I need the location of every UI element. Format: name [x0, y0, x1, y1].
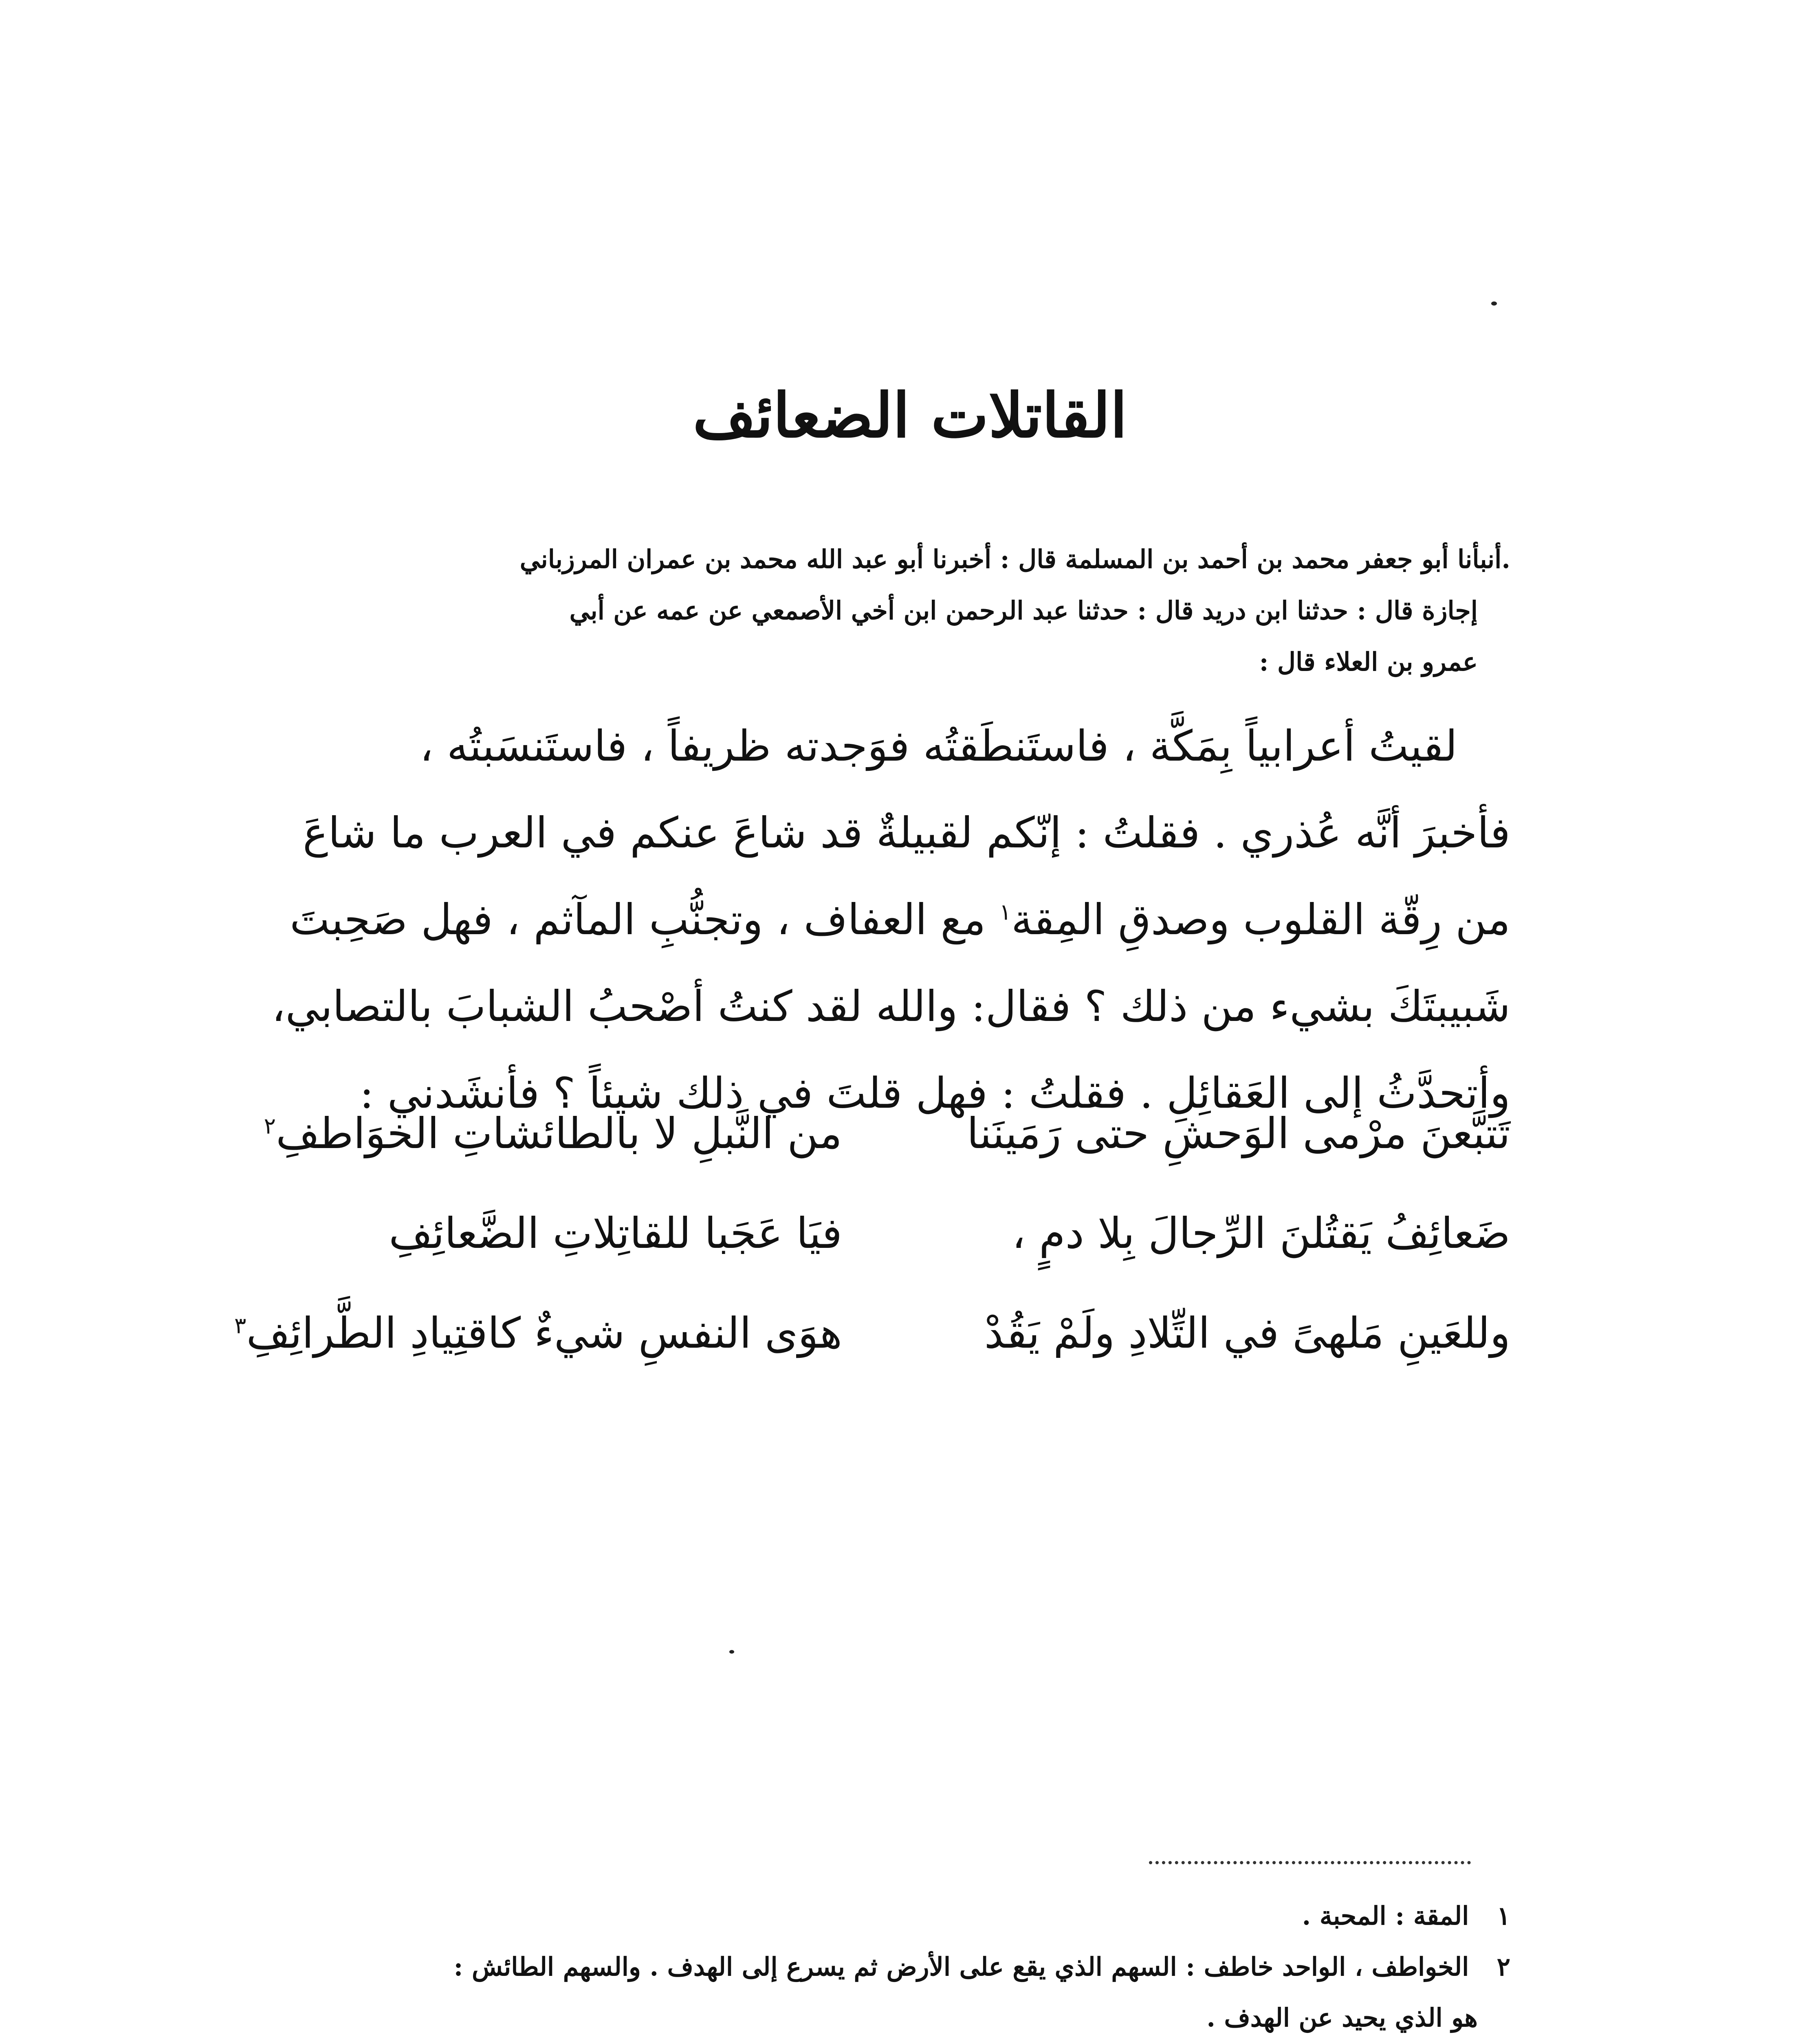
poem-verse	[264, 1084, 1510, 1183]
isnad-chain	[313, 534, 1510, 688]
prose-segment: مع العفاف ، وتجنُّبِ المآثم ، فهل صَحِبتَ	[290, 895, 986, 944]
footnote-text: المقة : المحبة .	[1302, 1901, 1469, 1931]
footnote-item	[313, 1941, 1510, 2037]
footnote-marker: ٣	[234, 1312, 246, 1339]
footnote-marker: ٢	[264, 1113, 276, 1139]
prose-line	[290, 876, 1510, 963]
footnotes	[313, 1890, 1510, 2037]
footnote-item	[313, 1890, 1510, 1941]
isnad-line: .أنبأنا أبو جعفر محمد بن أحمد بن المسلمة قال : أخبرنا أبو عبد الله محمد بن عمران المرزباني	[519, 544, 1510, 574]
prose-segment: من رِقّة القلوب وصدقِ المِقة	[1011, 895, 1510, 944]
narrative-prose	[271, 703, 1510, 1137]
verse-first-hemistich: وللعَينِ مَلهىً في التِّلادِ ولَمْ يَقُدْ	[984, 1308, 1510, 1358]
hemistich-text: من النَّبلِ لا بالطائشاتِ الخوَاطفِ	[276, 1109, 842, 1158]
verse-first-hemistich: ضَعائِفُ يَقتُلنَ الرِّجالَ بِلا دمٍ ،	[1012, 1208, 1510, 1258]
stray-dot-middle	[729, 1650, 734, 1654]
prose-line: لقيتُ أعرابياً بِمَكَّة ، فاستَنطَقتُه فوَجدته ظريفاً ، فاستَنسَبتُه ،	[420, 721, 1457, 771]
footnote-number: ٢	[1496, 1952, 1510, 1982]
footnote-continuation: هو الذي يحيد عن الهدف .	[1206, 2003, 1478, 2033]
poem-verse	[313, 1183, 1510, 1283]
poem	[234, 1084, 1510, 1383]
chapter-title: القاتلات الضعائف	[693, 380, 1127, 451]
footnote-separator	[1149, 1861, 1471, 1864]
footnote-number: ١	[1496, 1901, 1510, 1931]
isnad-line: عمرو بن العلاء قال :	[1259, 647, 1478, 677]
footnote-text: الخواطف ، الواحد خاطف : السهم الذي يقع على الأرض ثم يسرع إلى الهدف . والسهم الطائش :	[453, 1952, 1469, 1982]
hemistich-text: هوَى النفسِ شيءٌ كاقتِيادِ الطَّرائِفِ	[246, 1308, 842, 1358]
prose-line: وأتحدَّثُ إلى العَقائِلِ . فقلتُ : فهل قلتَ في ذلك شيئاً ؟ فأنشَدني :	[359, 1068, 1510, 1118]
prose-line: شَبيبتَكَ بشيء من ذلك ؟ فقال: والله لقد كنتُ أصْحبُ الشبابَ بالتصابي،	[271, 981, 1510, 1031]
hemistich-text: فيَا عَجَبا للقاتِلاتِ الضَّعائِفِ	[389, 1208, 842, 1258]
stray-dot-top	[1491, 301, 1497, 306]
verse-second-hemistich	[234, 1283, 842, 1383]
footnote-marker: ١	[999, 899, 1012, 925]
poem-verse	[234, 1283, 1510, 1383]
prose-line: فأخبرَ أنَّه عُذري . فقلتُ : إنّكم لقبيلةٌ قد شاعَ عنكم في العرب ما شاعَ	[303, 808, 1510, 858]
verse-first-hemistich: تَتبَّعنَ مرْمى الوَحشِ حتى رَمَينَنا	[966, 1109, 1510, 1158]
isnad-line: إجازة قال : حدثنا ابن دريد قال : حدثنا عبد الرحمن ابن أخي الأصمعي عن عمه عن أبي	[569, 596, 1478, 625]
verse-second-hemistich	[264, 1084, 842, 1183]
verse-second-hemistich	[313, 1183, 842, 1283]
